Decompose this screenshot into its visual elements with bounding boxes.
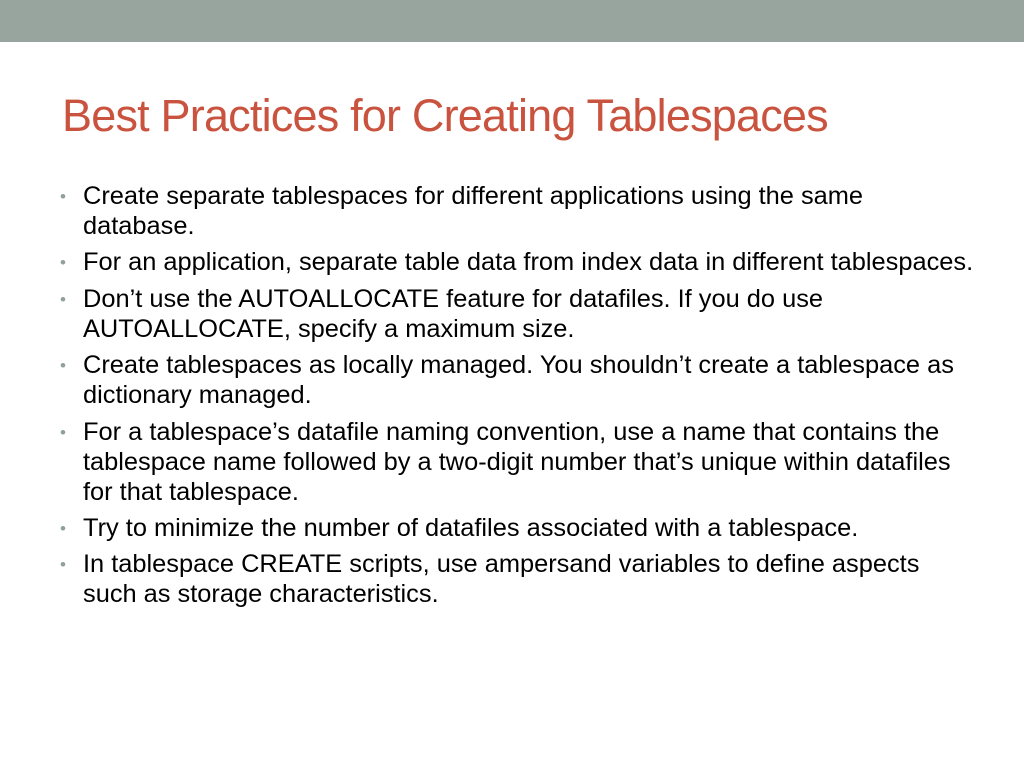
bullet-text: Create separate tablespaces for different applications using the same database. xyxy=(83,182,864,240)
bullet-item xyxy=(60,181,980,241)
bullet-list xyxy=(60,181,980,616)
bullet-dot-icon: • xyxy=(60,555,66,575)
bullet-item xyxy=(60,417,980,507)
top-banner xyxy=(0,0,1024,42)
bullet-text: In tablespace CREATE scripts, use ampersand variables to define aspects such as storage characteristics. xyxy=(83,550,920,609)
bullet-dot-icon: • xyxy=(60,356,66,376)
bullet-dot-icon: • xyxy=(60,289,66,309)
bullet-item xyxy=(60,350,980,410)
bullet-item xyxy=(60,247,980,277)
bullet-item xyxy=(60,513,980,543)
bullet-text: Try to minimize the number of datafiles associated with a tablespace. xyxy=(83,513,859,542)
bullet-dot-icon: • xyxy=(60,253,66,273)
bullet-text: For a tablespace’s datafile naming convention, use a name that contains the tablespace name followed by a two-digit number that’s unique within datafiles for that tablespace. xyxy=(83,417,951,506)
bullet-item xyxy=(60,284,980,344)
bullet-text: For an application, separate table data from index data in different tablespaces. xyxy=(83,248,974,277)
bullet-dot-icon: • xyxy=(60,518,66,538)
slide-title: Best Practices for Creating Tablespaces xyxy=(62,90,828,141)
bullet-text: Don’t use the AUTOALLOCATE feature for datafiles. If you do use AUTOALLOCATE, specify a maximum size. xyxy=(83,284,824,343)
bullet-dot-icon: • xyxy=(60,187,66,206)
bullet-item xyxy=(60,549,980,609)
bullet-text: Create tablespaces as locally managed. You shouldn’t create a tablespace as dictionary managed. xyxy=(83,351,954,410)
bullet-dot-icon: • xyxy=(60,422,66,442)
